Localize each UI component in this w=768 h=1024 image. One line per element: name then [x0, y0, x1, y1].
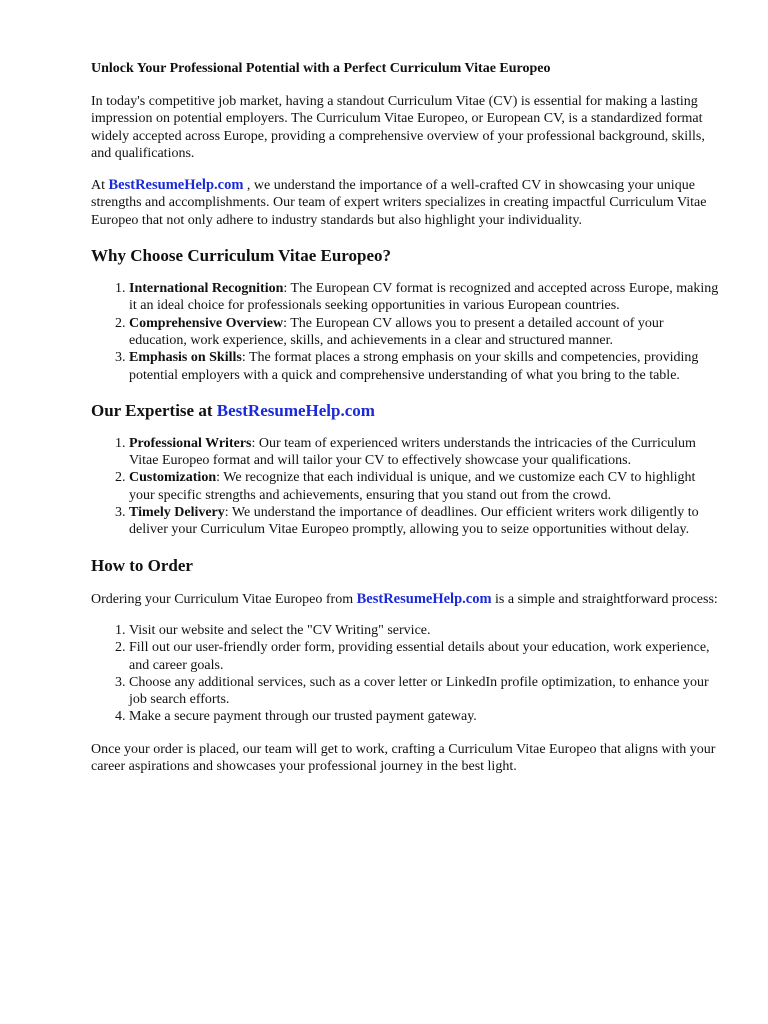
order-steps-list: [91, 622, 723, 726]
list-item: 4. Make a secure payment through our trusted payment gateway.: [129, 708, 723, 725]
about-prefix: At: [91, 178, 109, 194]
list-item-text: : The format places a strong emphasis on your skills and competencies, providing potential employers with a quick and comprehensive understanding of what you bring to the table.: [129, 350, 699, 383]
list-item: 1. Visit our website and select the "CV Writing" service.: [129, 622, 723, 639]
order-intro-prefix: Ordering your Curriculum Vitae Europeo from: [91, 591, 357, 607]
list-item: 2. Fill out our user-friendly order form, providing essential details about your education, work experience, and career goals.: [129, 639, 723, 674]
order-link[interactable]: BestResumeHelp.com: [356, 590, 492, 607]
list-item-text: : We recognize that each individual is unique, and we customize each CV to highlight your specific strengths and achievements, ensuring that you stand out from the crowd.: [129, 470, 696, 503]
document-page: [91, 60, 723, 775]
list-item-term: Professional Writers: [129, 435, 252, 451]
list-item-text: : The European CV allows you to present a detailed account of your education, work experience, skills, and achievements in a clear and structured manner.: [129, 315, 664, 348]
list-item-term: Comprehensive Overview: [129, 315, 284, 331]
bestresumehelp-link[interactable]: BestResumeHelp.com: [108, 177, 244, 194]
order-intro-suffix: is a simple and straightforward process:: [491, 591, 718, 607]
list-item: [129, 280, 723, 315]
list-item: 3. Choose any additional services, such as a cover letter or LinkedIn profile optimization, to enhance your job search efforts.: [129, 674, 723, 709]
expertise-list: [91, 435, 723, 539]
why-list: [91, 280, 723, 384]
list-item-term: Timely Delivery: [129, 505, 225, 521]
order-intro-paragraph: [91, 591, 723, 608]
list-item-text: : Our team of experienced writers understands the intricacies of the Curriculum Vitae Europeo format and will tailor your CV to effectively showcase your qualifications.: [129, 435, 696, 469]
list-item: [129, 504, 723, 539]
list-item-text: : We understand the importance of deadlines. Our efficient writers work diligently to deliver your Curriculum Vitae Europeo promptly, allowing you to seize opportunities without delay.: [129, 505, 699, 538]
about-suffix: , we understand the importance of a well-crafted CV in showcasing your unique strengths and accomplishments. Our team of expert writers specializes in creating impactful Curriculum Vitae Europeo that not only adhere to industry standards but also highlight your individuality.: [91, 178, 707, 228]
document-title: Unlock Your Professional Potential with a Perfect Curriculum Vitae Europeo: [91, 61, 551, 76]
list-item-text: : The European CV format is recognized and accepted across Europe, making it an ideal choice for professionals seeking opportunities in various European countries.: [129, 281, 719, 314]
expertise-heading-prefix: Our Expertise at: [91, 400, 217, 420]
expertise-heading: [91, 400, 723, 421]
expertise-heading-link[interactable]: BestResumeHelp.com: [216, 400, 375, 420]
why-heading: Why Choose Curriculum Vitae Europeo?: [91, 246, 392, 266]
list-item: [129, 315, 723, 350]
list-item-term: International Recognition: [129, 281, 284, 297]
list-item: [129, 435, 723, 470]
closing-paragraph: Once your order is placed, our team will get to work, crafting a Curriculum Vitae Europeo that aligns with your career aspirations and showcases your professional journey in the best light.: [91, 741, 716, 775]
order-heading: How to Order: [91, 555, 193, 575]
list-item: [129, 349, 723, 384]
list-item: [129, 469, 723, 504]
intro-paragraph: In today's competitive job market, having a standout Curriculum Vitae (CV) is essential for making a lasting impression on potential employers. The Curriculum Vitae Europeo, or European CV, is a standardized format widely accepted across Europe, providing a comprehensive overview of your professional background, skills, and qualifications.: [91, 94, 705, 161]
about-paragraph: [91, 177, 723, 229]
list-item-term: Emphasis on Skills: [129, 350, 242, 366]
list-item-term: Customization: [129, 470, 217, 486]
